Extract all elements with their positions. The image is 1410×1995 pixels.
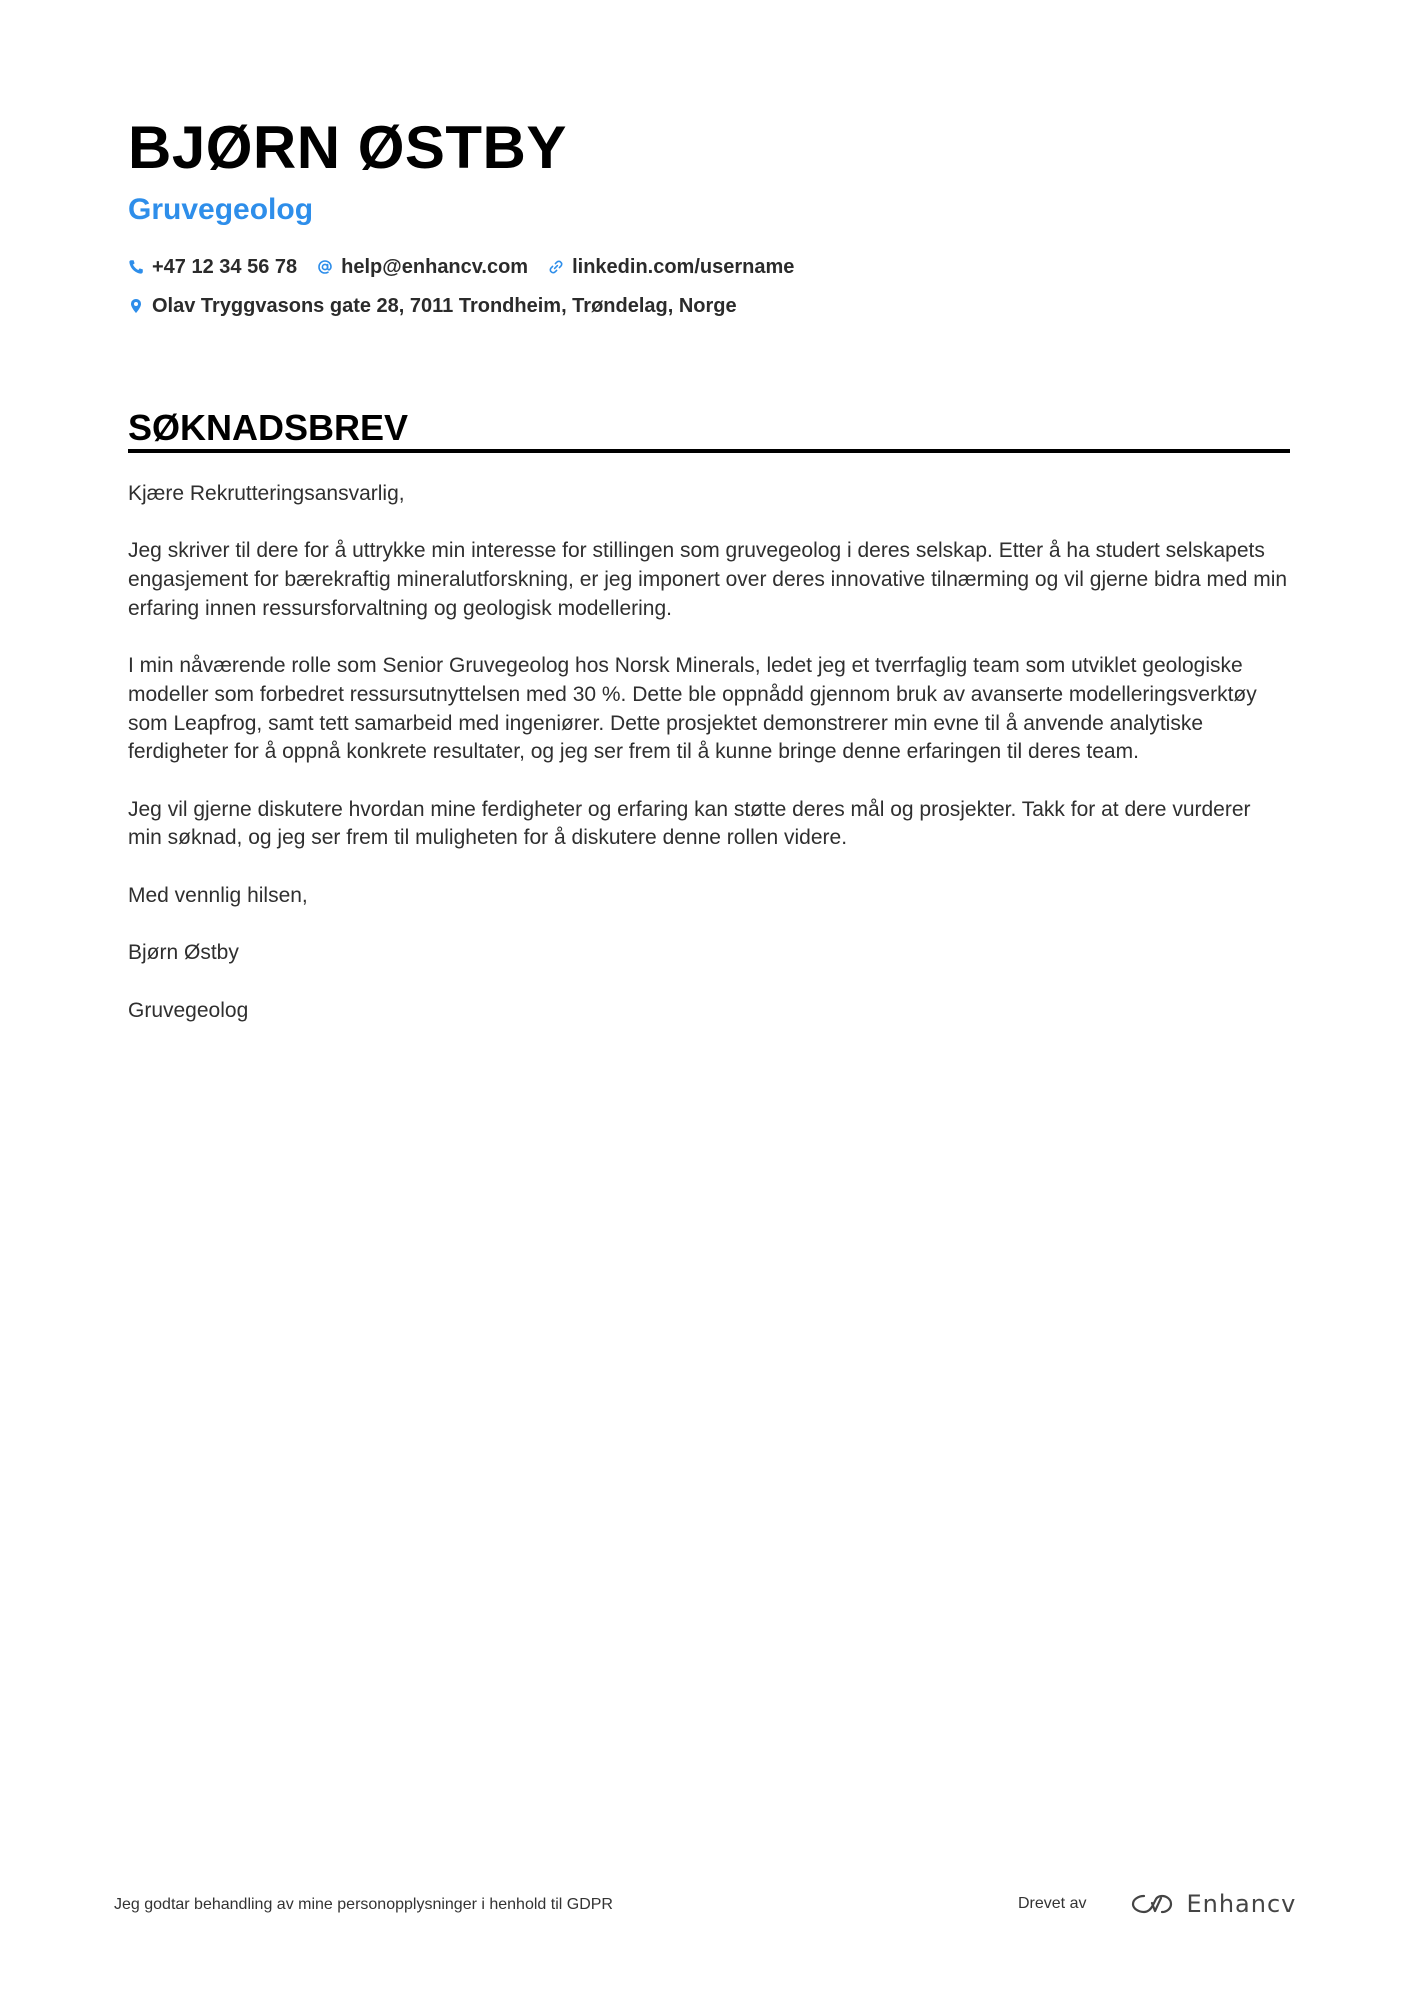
applicant-title: Gruvegeolog	[128, 193, 314, 226]
brand-name[interactable]: Enhancv	[1186, 1890, 1297, 1918]
at-icon	[317, 259, 333, 275]
address-text: Olav Tryggvasons gate 28, 7011 Trondheim, Trøndelag, Norge	[152, 294, 737, 317]
paragraph: I min nåværende rolle som Senior Gruvegeolog hos Norsk Minerals, ledet jeg et tverrfaglig team som utviklet geologiske modeller som forbedret ressursutnyttelsen med 30 %. Dette ble oppnådd gjennom bruk av avanserte modelleringsverktøy som Leapfrog, samt tett samarbeid med ingeniører. Dette prosjektet demonstrerer min evne til å anvende analytiske ferdigheter for å oppnå konkrete resultater, og jeg ser frem til å kunne bringe denne erfaringen til deres team.	[128, 654, 1257, 764]
signature-name: Bjørn Østby	[128, 941, 239, 965]
contact-phone	[128, 256, 297, 279]
paragraph: Jeg skriver til dere for å uttrykke min interesse for stillingen som gruvegeolog i deres selskap. Etter å ha studert selskapets engasjement for bærekraftig mineralutforskning, er jeg imponert over deres innovative tilnærming og vil gjerne bidra med min erfaring innen ressursforvaltning og geologisk modellering.	[128, 539, 1288, 620]
letter-body	[128, 480, 1290, 1054]
salutation: Kjære Rekrutteringsansvarlig,	[128, 482, 405, 505]
phone-text: +47 12 34 56 78	[152, 255, 298, 278]
applicant-name: BJØRN ØSTBY	[128, 114, 567, 181]
location-pin-icon	[128, 298, 144, 314]
powered-by-label: Drevet av	[1018, 1895, 1087, 1912]
contact-linkedin[interactable]	[548, 256, 794, 279]
enhancv-logo-icon	[1130, 1892, 1174, 1916]
closing: Med vennlig hilsen,	[128, 883, 308, 907]
paragraph: Jeg vil gjerne diskutere hvordan mine ferdigheter og erfaring kan støtte deres mål og prosjekter. Takk for at dere vurderer min søknad, og jeg ser frem til muligheten for å diskutere denne rollen videre.	[128, 797, 1251, 850]
contact-row-address	[128, 291, 757, 321]
gdpr-consent-text: Jeg godtar behandling av mine personopplysninger i henhold til GDPR	[114, 1896, 613, 1913]
phone-icon	[128, 259, 144, 275]
linkedin-text[interactable]: linkedin.com/username	[572, 255, 795, 278]
section-title: SØKNADSBREV	[128, 407, 409, 448]
enhancv-brand-link[interactable]	[1130, 1890, 1296, 1918]
section-divider	[128, 449, 1290, 453]
contact-email[interactable]	[317, 256, 528, 279]
contact-address	[128, 295, 737, 318]
signature-title: Gruvegeolog	[128, 998, 249, 1022]
powered-by	[1018, 1882, 1296, 1926]
contact-row-primary	[128, 252, 814, 282]
link-icon	[548, 259, 564, 275]
email-text[interactable]: help@enhancv.com	[341, 255, 529, 278]
